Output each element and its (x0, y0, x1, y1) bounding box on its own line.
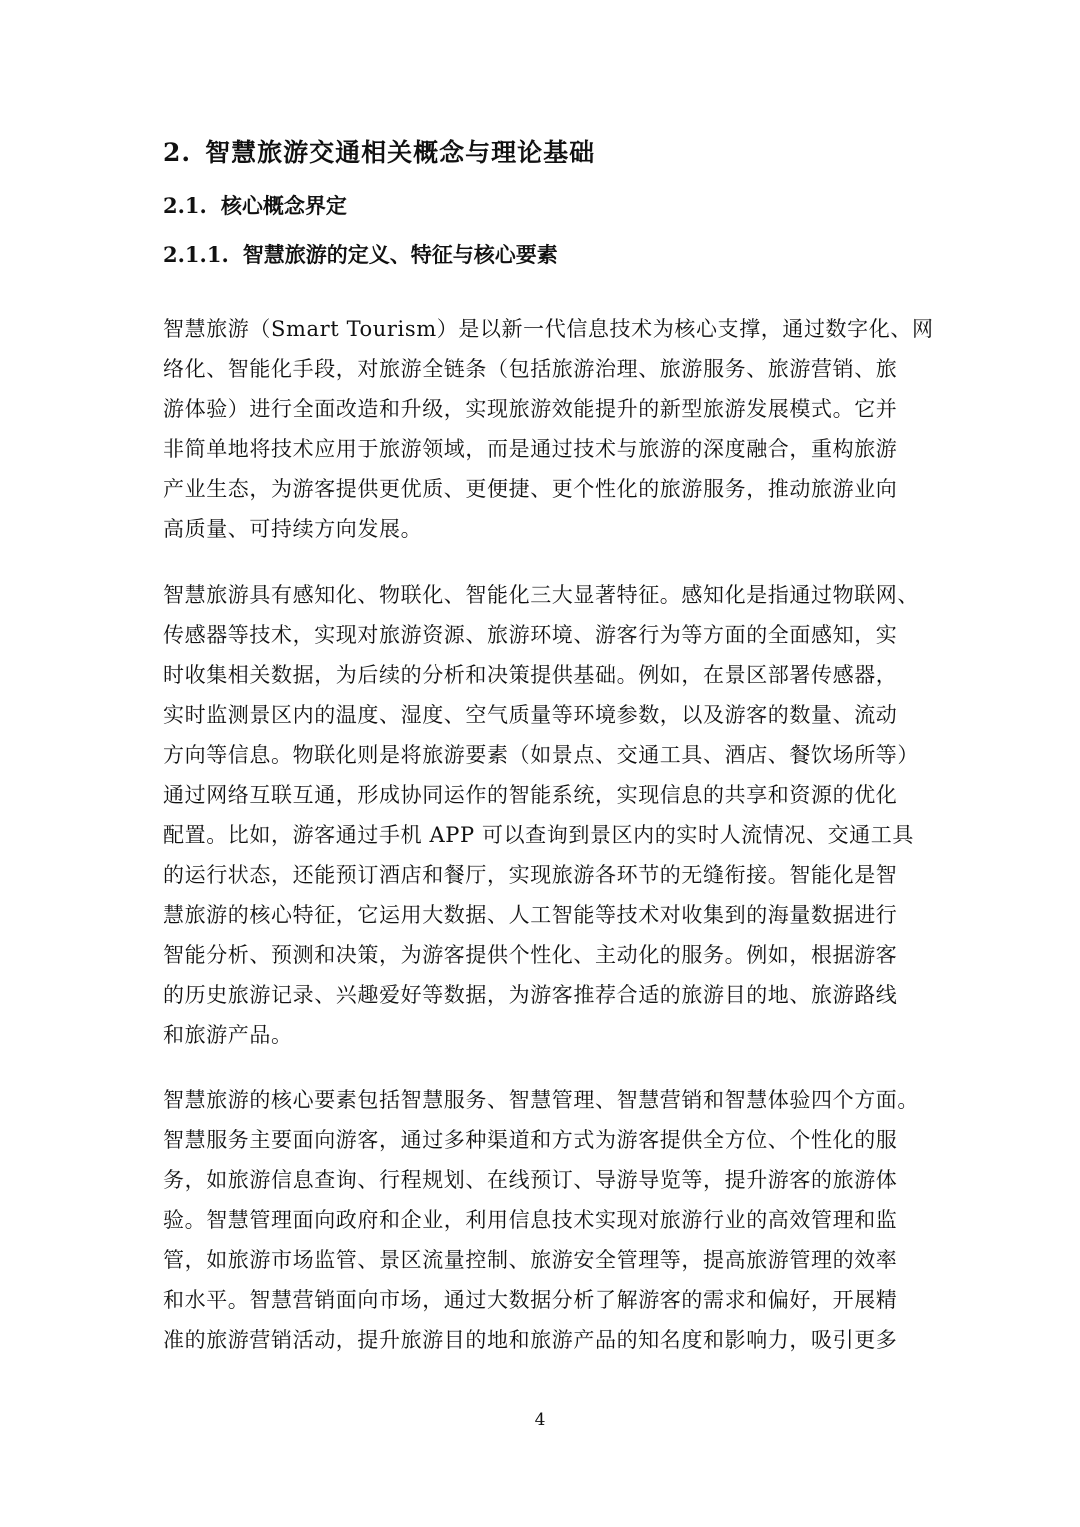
section-title: 智慧旅游交通相关概念与理论基础 (205, 138, 596, 167)
paragraph-line: 配置。比如，游客通过手机 APP 可以查询到景区内的实时人流情况、交通工具 (163, 823, 914, 847)
subsubsection-title: 智慧旅游的定义、特征与核心要素 (242, 242, 558, 267)
paragraph-line: 的运行状态，还能预订酒店和餐厅，实现旅游各环节的无缝衔接。智能化是智 (163, 863, 898, 887)
paragraph-line: 智慧旅游（Smart Tourism）是以新一代信息技术为核心支撑，通过数字化、网 (163, 317, 934, 341)
paragraph-line: 时收集相关数据，为后续的分析和决策提供基础。例如，在景区部署传感器， (163, 663, 898, 687)
paragraph-line: 务，如旅游信息查询、行程规划、在线预订、导游导览等，提升游客的旅游体 (163, 1168, 898, 1192)
subsection-heading-2-1 (163, 190, 347, 220)
paragraph-features (163, 575, 923, 1055)
paragraph-line: 验。智慧管理面向政府和企业，利用信息技术实现对旅游行业的高效管理和监 (163, 1208, 898, 1232)
paragraph-line: 络化、智能化手段，对旅游全链条（包括旅游治理、旅游服务、旅游营销、旅 (163, 357, 898, 381)
paragraph-line: 智慧旅游的核心要素包括智慧服务、智慧管理、智慧营销和智慧体验四个方面。 (163, 1088, 919, 1112)
section-number: 2. (163, 138, 192, 167)
paragraph-line: 和旅游产品。 (163, 1023, 293, 1047)
paragraph-line: 通过网络互联互通，形成协同运作的智能系统，实现信息的共享和资源的优化 (163, 783, 898, 807)
paragraph-line: 准的旅游营销活动，提升旅游目的地和旅游产品的知名度和影响力，吸引更多 (163, 1328, 898, 1352)
paragraph-line: 非简单地将技术应用于旅游领域，而是通过技术与旅游的深度融合，重构旅游 (163, 437, 898, 461)
page-number: 4 (534, 1410, 546, 1430)
paragraph-line: 实时监测景区内的温度、湿度、空气质量等环境参数，以及游客的数量、流动 (163, 703, 898, 727)
subsubsection-heading-2-1-1 (163, 239, 558, 269)
paragraph-line: 智慧旅游具有感知化、物联化、智能化三大显著特征。感知化是指通过物联网、 (163, 583, 919, 607)
paragraph-definition (163, 309, 934, 549)
paragraph-line: 产业生态，为游客提供更优质、更便捷、更个性化的旅游服务，推动旅游业向 (163, 477, 898, 501)
paragraph-core-elements (163, 1080, 923, 1360)
paragraph-line: 游体验）进行全面改造和升级，实现旅游效能提升的新型旅游发展模式。它并 (163, 397, 898, 421)
paragraph-line: 管，如旅游市场监管、景区流量控制、旅游安全管理等，提高旅游管理的效率 (163, 1248, 898, 1272)
paragraph-line: 高质量、可持续方向发展。 (163, 517, 423, 541)
paragraph-line: 智能分析、预测和决策，为游客提供个性化、主动化的服务。例如，根据游客 (163, 943, 898, 967)
section-heading-2 (163, 133, 595, 169)
subsection-title: 核心概念界定 (220, 193, 347, 218)
paragraph-line: 智慧服务主要面向游客，通过多种渠道和方式为游客提供全方位、个性化的服 (163, 1128, 898, 1152)
paragraph-line: 的历史旅游记录、兴趣爱好等数据，为游客推荐合适的旅游目的地、旅游路线 (163, 983, 898, 1007)
paragraph-line: 慧旅游的核心特征，它运用大数据、人工智能等技术对收集到的海量数据进行 (163, 903, 898, 927)
paragraph-line: 和水平。智慧营销面向市场，通过大数据分析了解游客的需求和偏好，开展精 (163, 1288, 898, 1312)
paragraph-line: 传感器等技术，实现对旅游资源、旅游环境、游客行为等方面的全面感知，实 (163, 623, 898, 647)
subsubsection-number: 2.1.1. (163, 242, 229, 267)
paragraph-line: 方向等信息。物联化则是将旅游要素（如景点、交通工具、酒店、餐饮场所等） (163, 743, 919, 767)
subsection-number: 2.1. (163, 193, 207, 218)
